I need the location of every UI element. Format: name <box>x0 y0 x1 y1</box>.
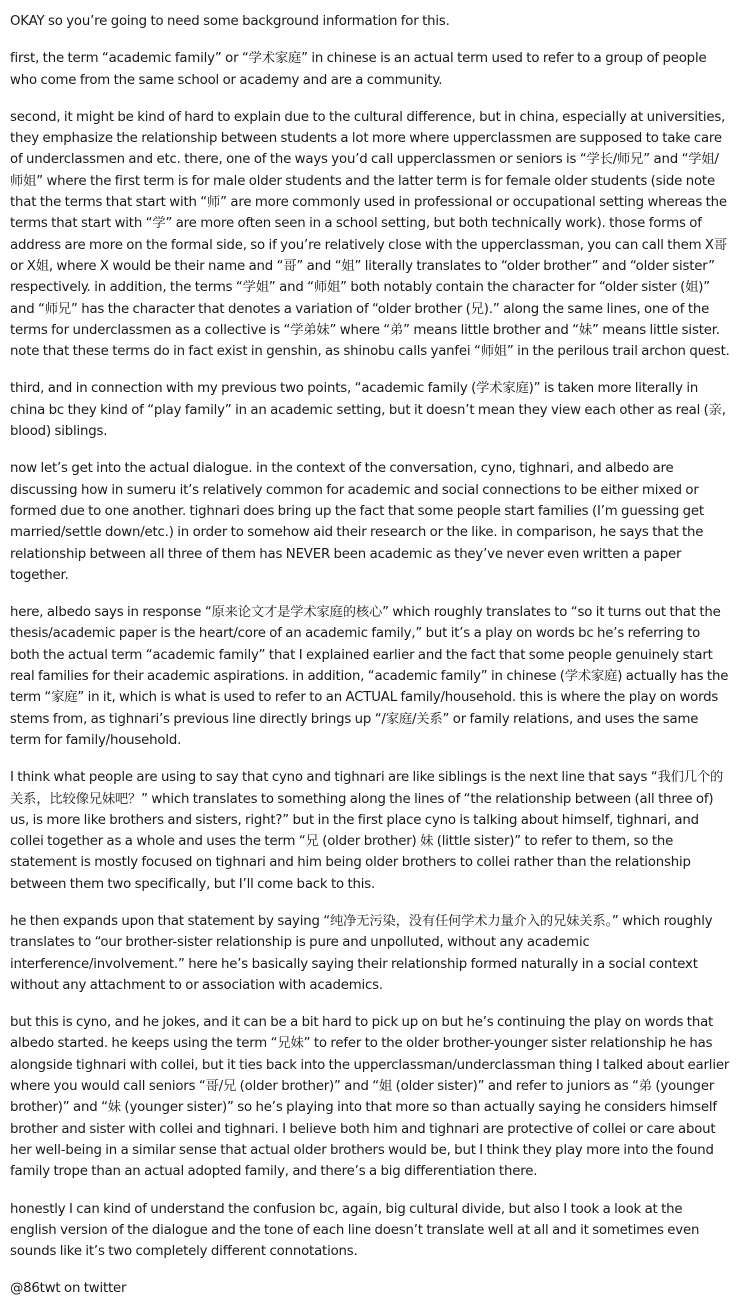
paragraph-conclusion: honestly I can kind of understand the confusion bc, again, big cultural divide, but also I took a look at the english version of the dialogue and the tone of each line doesn’t translate well at all and it sometimes even sounds like it’s two completely different connotations. <box>10 1201 700 1260</box>
paragraph-intro: OKAY so you’re going to need some background information for this. <box>10 14 450 29</box>
paragraph-albedo-response: here, albedo says in response “原来论文才是学术家庭的核心” which roughly translates to “so it turns out that the thesis/academic paper is the heart/core of an academic family,” but it’s a play on words bc he’s referring to both the actual term “academic family” that I explained earlier and the fact that some people genuinely start real families for their academic aspirations. in addition, “academic family” in chinese (学术家庭) actually has the term “家庭” in it, which is what is used to refer to an ACTUAL family/household. this is where the play on words stems from, as tighnari’s previous line directly brings up “/家庭/关系” or family relations, and uses the same term for family/household. <box>10 605 729 748</box>
paragraph-first-point: first, the term “academic family” or “学术家庭” in chinese is an actual term used to refer to a group of people who come from the same school or academy and are a community. <box>10 51 707 88</box>
document-body <box>10 11 730 1316</box>
paragraph-third-point: third, and in connection with my previous two points, “academic family (学术家庭)” is taken more literally in china bc they kind of “play family” in an academic setting, but it doesn’t mean they view each other as real (亲, blood) siblings. <box>10 381 726 440</box>
paragraph-siblings-line: I think what people are using to say that cyno and tighnari are like siblings is the next line that says “我们几个的关系，比较像兄妹吧？” which translates to something along the lines of “the relationship between (all three of) us, is more like brothers and sisters, right?” but in the first place cyno is talking about himself, tighnari, and collei together as a whole and uses the term “兄 (older brother) 妹 (little sister)” to refer to them, so the statement is mostly focused on tighnari and him being older brothers to collei rather than the relationship between them two specifically, but I’ll come back to this. <box>10 770 724 892</box>
paragraph-cyno-joke: but this is cyno, and he jokes, and it can be a bit hard to pick up on but he’s continuing the play on words that albedo started. he keeps using the term “兄妹” to refer to the older brother-younger sister relationship he has alongside tighnari with collei, but it ties back into the upperclassman/underclassman thing I talked about earlier where you would call seniors “哥/兄 (older brother)” and “姐 (older sister)” and refer to juniors as “弟 (younger brother)” and “妹 (younger sister)” so he’s playing into that more so than actually saying he considers himself brother and sister with collei and tighnari. I believe both him and tighnari are protective of collei or care about her well-being in a similar sense that actual older brothers would be, but I think they play more into the found family trope than an actual adopted family, and there’s a big differentiation there. <box>10 1015 730 1180</box>
attribution-credit: @86twt on twitter <box>10 1281 127 1297</box>
paragraph-pure-relationship: he then expands upon that statement by saying “纯净无污染，没有任何学术力量介入的兄妹关系。” which roughly translates to “our brother-sister relationship is pure and unpolluted, without any academic interference/involvement.” here he’s basically saying their relationship formed naturally in a social context without any attachment to or association with academics. <box>10 913 713 993</box>
paragraph-dialogue-context: now let’s get into the actual dialogue. in the context of the conversation, cyno, tighnari, and albedo are discussing how in sumeru it’s relatively common for academic and social connections to be either mixed or formed due to one another. tighnari does bring up the fact that some people start families (I’m guessing get married/settle down/etc.) in order to somehow aid their research or the like. in comparison, he says that the relationship between all three of them has NEVER been academic as they’ve never even written a paper together. <box>10 461 704 583</box>
paragraph-second-point: second, it might be kind of hard to explain due to the cultural difference, but in china, especially at universities, they emphasize the relationship between students a lot more where upperclassmen are supposed to take care of underclassmen and etc. there, one of the ways you’d call upperclassmen or seniors is “学长/师兄” and “学姐/师姐” where the first term is for male older students and the latter term is for female older students (side note that the terms that start with “师” are more commonly used in professional or occupational setting whereas the terms that start with “学” are more often seen in a school setting, but both technically work). those forms of address are more on the formal side, so if you’re relatively close with the upperclassman, you can call them X哥 or X姐, where X would be their name and “哥” and “姐” literally translates to “older brother” and “older sister” respectively. in addition, the terms “学姐” and “师姐” both notably contain the character for “older sister (姐)” and “师兄” has the character that denotes a variation of “older brother (兄).” along the same lines, one of the terms for underclassmen as a collective is “学弟妹” where “弟” means little brother and “妹” means little sister. note that these terms do in fact exist in genshin, as shinobu calls yanfei “师姐” in the perilous trail archon quest. <box>10 109 730 360</box>
